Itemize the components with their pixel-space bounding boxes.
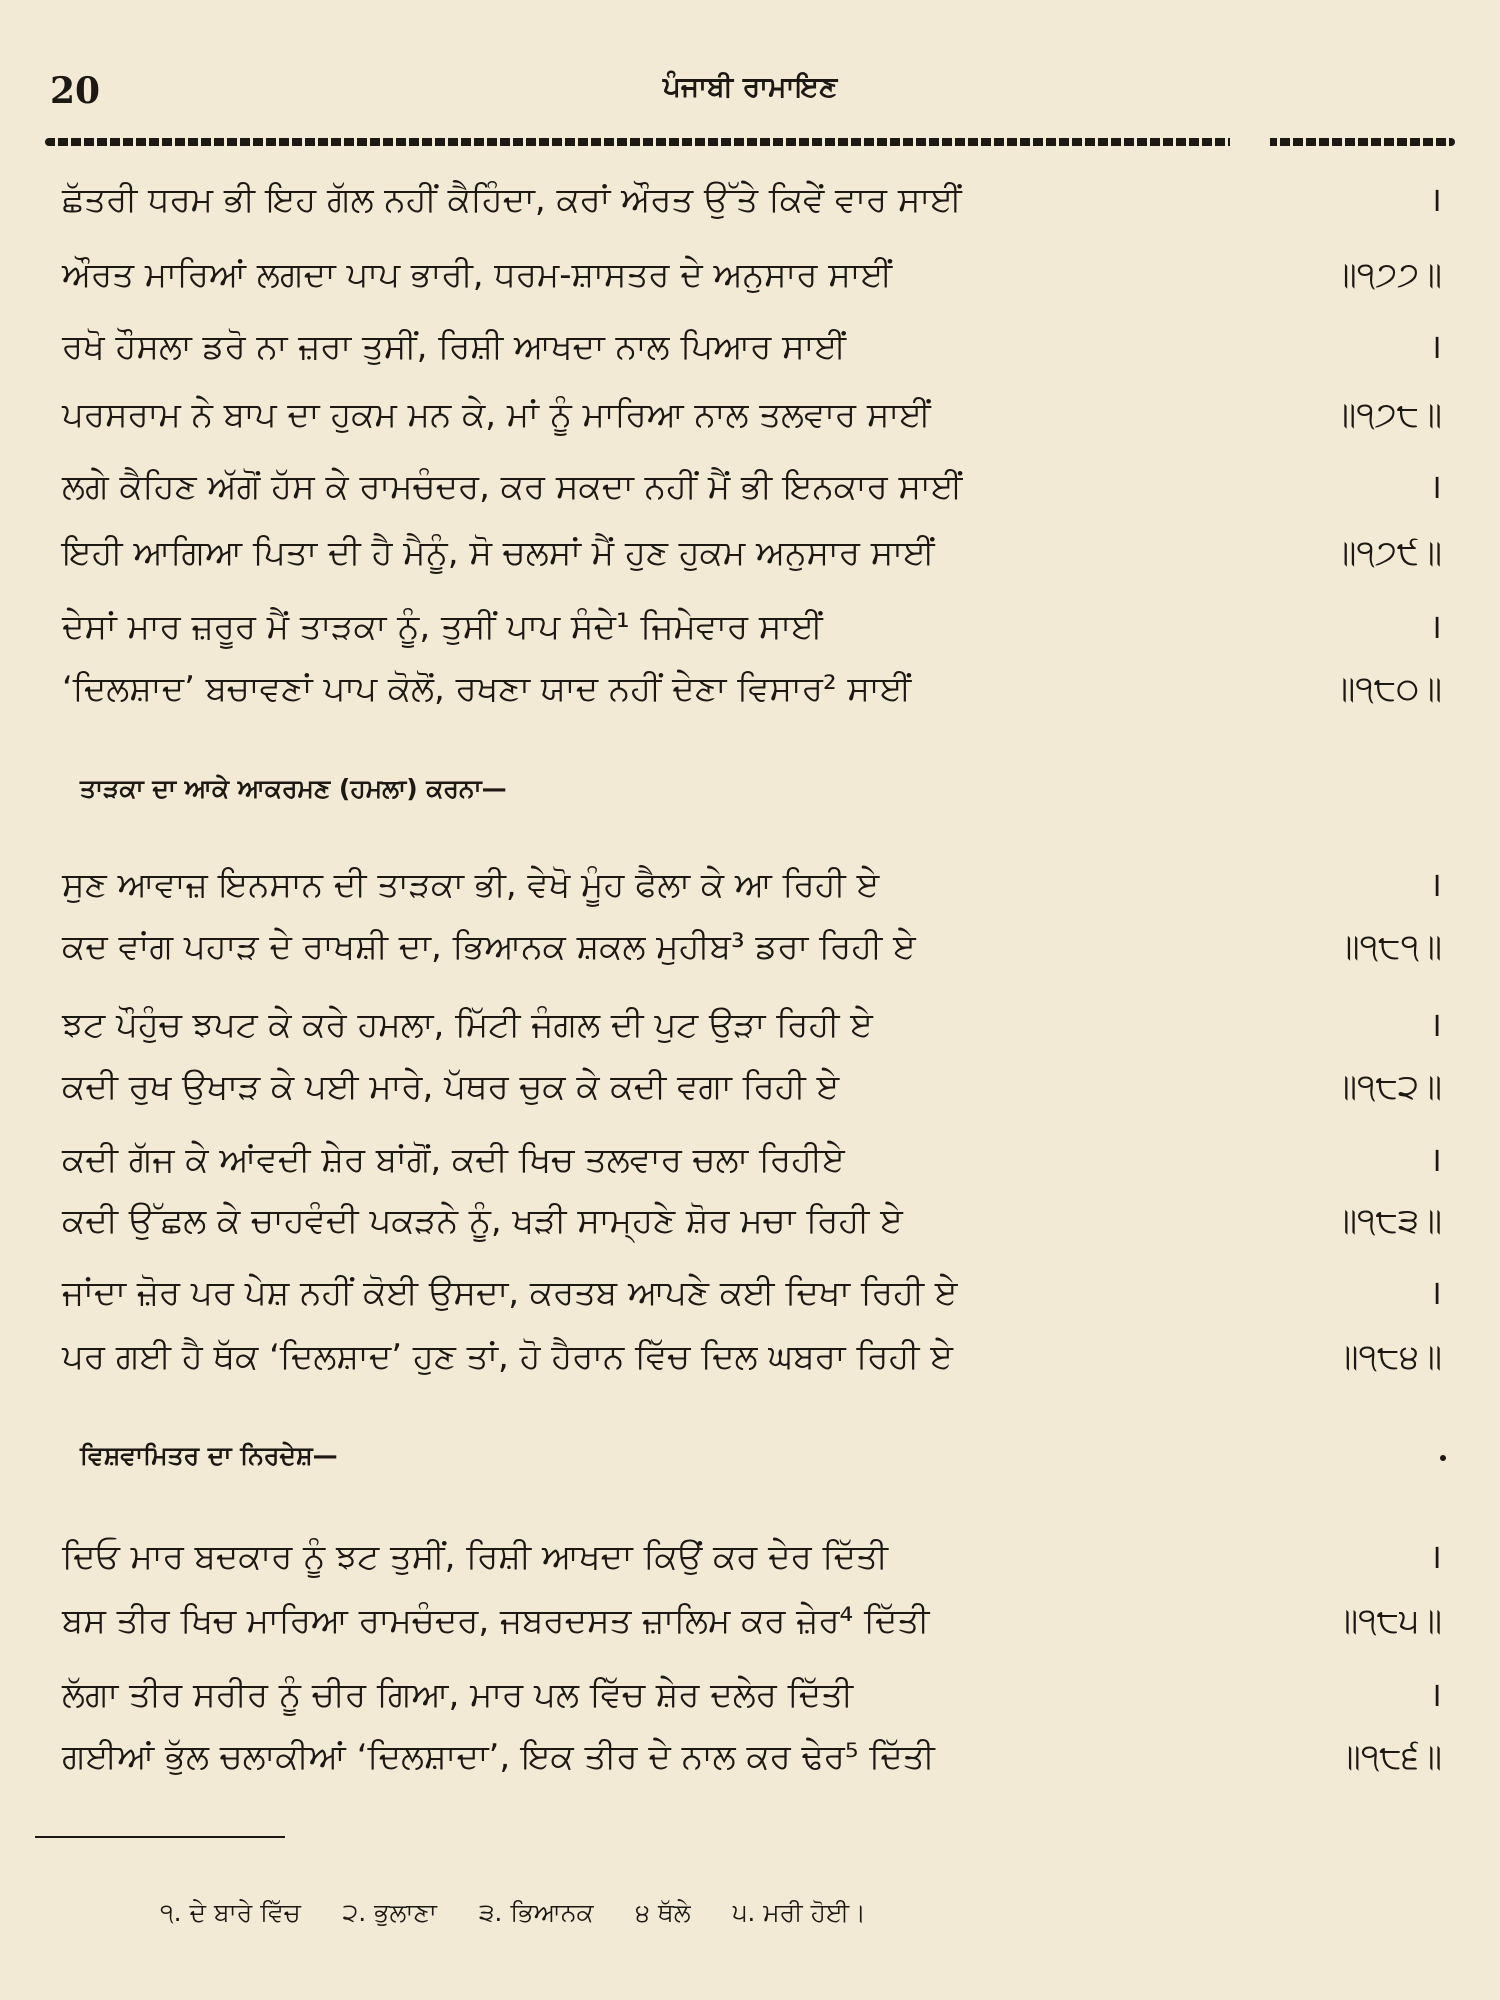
verse-number: ॥੧੭੯॥ <box>1333 533 1442 573</box>
verse-number: । <box>1429 327 1442 367</box>
verse-number: । <box>1429 180 1442 220</box>
verse-number: । <box>1429 1675 1442 1715</box>
header-rule-gap <box>1230 134 1270 150</box>
footnote-1: ੧. ਦੇ ਬਾਰੇ ਵਿੱਚ <box>160 1898 301 1927</box>
running-title: ਪੰਜਾਬੀ ਰਾਮਾਇਣ <box>662 70 838 103</box>
verse-line: ਝਟ ਪੌਹੁੰਚ ਝਪਟ ਕੇ ਕਰੇ ਹਮਲਾ, ਮਿੱਟੀ ਜੰਗਲ ਦੀ ਪੁਟ ਉੜਾ ਰਿਹੀ ਏ । <box>62 1005 1442 1045</box>
verse-line: ਜਾਂਦਾ ਜ਼ੋਰ ਪਰ ਪੇਸ਼ ਨਹੀਂ ਕੋਈ ਉਸਦਾ, ਕਰਤਬ ਆਪਣੇ ਕਈ ਦਿਖਾ ਰਿਹੀ ਏ । <box>62 1273 1442 1313</box>
verse-number: ॥੧੭੮॥ <box>1333 395 1442 435</box>
footnote-rule <box>35 1836 285 1838</box>
page-header <box>50 70 1450 130</box>
verse-number: ॥੧੮੧॥ <box>1336 927 1442 967</box>
verse-number: ॥੧੮੨॥ <box>1334 1067 1442 1107</box>
verse-line: ਕਦ ਵਾਂਗ ਪਹਾੜ ਦੇ ਰਾਖਸ਼ੀ ਦਾ, ਭਿਆਨਕ ਸ਼ਕਲ ਮੁਹੀਬ³ ਡਰਾ ਰਿਹੀ ਏ ॥੧੮੧॥ <box>62 927 1442 967</box>
verse-number: ॥੧੮੩॥ <box>1334 1201 1442 1241</box>
verse-number: ॥੧੮੬॥ <box>1337 1737 1442 1777</box>
section-heading: ਵਿਸ਼ਵਾਮਿਤਰ ਦਾ ਨਿਰਦੇਸ਼— <box>80 1441 338 1470</box>
verse-line: ਰਖੋ ਹੌਸਲਾ ਡਰੋ ਨਾ ਜ਼ਰਾ ਤੁਸੀਂ, ਰਿਸ਼ੀ ਆਖਦਾ ਨਾਲ ਪਿਆਰ ਸਾਈਂ । <box>62 327 1442 367</box>
verse-number: ॥੧੭੭॥ <box>1333 255 1442 295</box>
footnotes <box>160 1898 900 1928</box>
verse-line: ਇਹੀ ਆਗਿਆ ਪਿਤਾ ਦੀ ਹੈ ਮੈਨੂੰ, ਸੋ ਚਲਸਾਂ ਮੈਂ ਹੁਣ ਹੁਕਮ ਅਨੁਸਾਰ ਸਾਈਂ ॥੧੭੯॥ <box>62 533 1442 573</box>
page-number: 20 <box>50 70 101 112</box>
verse-number: ॥੧੮੫॥ <box>1335 1601 1442 1641</box>
verse-number: । <box>1429 1005 1442 1045</box>
verse-line: ਪਰ ਗਈ ਹੈ ਥੱਕ ‘ਦਿਲਸ਼ਾਦ’ ਹੁਣ ਤਾਂ, ਹੋ ਹੈਰਾਨ ਵਿੱਚ ਦਿਲ ਘਬਰਾ ਰਿਹੀ ਏ ॥੧੮੪॥ <box>62 1337 1442 1377</box>
verse-line: ਕਦੀ ਰੁਖ ਉਖਾੜ ਕੇ ਪਈ ਮਾਰੇ, ਪੱਥਰ ਚੁਕ ਕੇ ਕਦੀ ਵਗਾ ਰਿਹੀ ਏ ॥੧੮੨॥ <box>62 1067 1442 1107</box>
verse-line: ਛੱਤਰੀ ਧਰਮ ਭੀ ਇਹ ਗੱਲ ਨਹੀਂ ਕੈਹਿੰਦਾ, ਕਰਾਂ ਔਰਤ ਉੱਤੇ ਕਿਵੇਂ ਵਾਰ ਸਾਈਂ । <box>62 180 1442 220</box>
footnote-4: ੪ ਥੱਲੇ <box>635 1898 691 1927</box>
verse-number: ॥੧੮੦॥ <box>1332 669 1442 709</box>
verse-line: ਦਿਓ ਮਾਰ ਬਦਕਾਰ ਨੂੰ ਝਟ ਤੁਸੀਂ, ਰਿਸ਼ੀ ਆਖਦਾ ਕਿਉਂ ਕਰ ਦੇਰ ਦਿੱਤੀ । <box>62 1537 1442 1577</box>
verse-line: ਬਸ ਤੀਰ ਖਿਚ ਮਾਰਿਆ ਰਾਮਚੰਦਰ, ਜਬਰਦਸਤ ਜ਼ਾਲਿਮ ਕਰ ਜ਼ੇਰ⁴ ਦਿੱਤੀ ॥੧੮੫॥ <box>62 1601 1442 1641</box>
verse-number: । <box>1429 1273 1442 1313</box>
verse-number: ॥੧੮੪॥ <box>1335 1337 1442 1377</box>
verse-line: ਕਦੀ ਉੱਛਲ ਕੇ ਚਾਹਵੰਦੀ ਪਕੜਨੇ ਨੂੰ, ਖੜੀ ਸਾਮ੍ਹਣੇ ਸ਼ੋਰ ਮਚਾ ਰਿਹੀ ਏ ॥੧੮੩॥ <box>62 1201 1442 1241</box>
verse-number: । <box>1429 865 1442 905</box>
verse-line: ਲੱਗਾ ਤੀਰ ਸਰੀਰ ਨੂੰ ਚੀਰ ਗਿਆ, ਮਾਰ ਪਲ ਵਿੱਚ ਸ਼ੇਰ ਦਲੇਰ ਦਿੱਤੀ । <box>62 1675 1442 1715</box>
verse-number: । <box>1429 467 1442 507</box>
verse-line: ਔਰਤ ਮਾਰਿਆਂ ਲਗਦਾ ਪਾਪ ਭਾਰੀ, ਧਰਮ-ਸ਼ਾਸਤਰ ਦੇ ਅਨੁਸਾਰ ਸਾਈਂ ॥੧੭੭॥ <box>62 255 1442 295</box>
verse-number: । <box>1429 1537 1442 1577</box>
verse-line: ਪਰਸਰਾਮ ਨੇ ਬਾਪ ਦਾ ਹੁਕਮ ਮਨ ਕੇ, ਮਾਂ ਨੂੰ ਮਾਰਿਆ ਨਾਲ ਤਲਵਾਰ ਸਾਈਂ ॥੧੭੮॥ <box>62 395 1442 435</box>
verse-line: ਗਈਆਂ ਭੁੱਲ ਚਲਾਕੀਆਂ ‘ਦਿਲਸ਼ਾਦਾ’, ਇਕ ਤੀਰ ਦੇ ਨਾਲ ਕਰ ਢੇਰ⁵ ਦਿੱਤੀ ॥੧੮੬॥ <box>62 1737 1442 1777</box>
verse-line: ਦੇਸਾਂ ਮਾਰ ਜ਼ਰੂਰ ਮੈਂ ਤਾੜਕਾ ਨੂੰ, ਤੁਸੀਂ ਪਾਪ ਸੰਦੇ¹ ਜਿਮੇਵਾਰ ਸਾਈਂ । <box>62 607 1442 647</box>
footnote-5: ੫. ਮਰੀ ਹੋਈ। <box>732 1898 867 1927</box>
footnote-3: ੩. ਭਿਆਨਕ <box>478 1898 594 1927</box>
footnote-2: ੨. ਭੁਲਾਣਾ <box>342 1898 437 1927</box>
ink-dot <box>1440 1455 1446 1461</box>
verse-line: ਕਦੀ ਗੱਜ ਕੇ ਆਂਵਦੀ ਸ਼ੇਰ ਬਾਂਗੋਂ, ਕਦੀ ਖਿਚ ਤਲਵਾਰ ਚਲਾ ਰਿਹੀਏ । <box>62 1140 1442 1180</box>
verse-line: ‘ਦਿਲਸ਼ਾਦ’ ਬਚਾਵਣਾਂ ਪਾਪ ਕੋਲੋਂ, ਰਖਣਾ ਯਾਦ ਨਹੀਂ ਦੇਣਾ ਵਿਸਾਰ² ਸਾਈਂ ॥੧੮੦॥ <box>62 669 1442 709</box>
section-heading: ਤਾੜਕਾ ਦਾ ਆਕੇ ਆਕਰਮਣ (ਹਮਲਾ) ਕਰਨਾ— <box>80 774 507 803</box>
verse-line: ਸੁਣ ਆਵਾਜ਼ ਇਨਸਾਨ ਦੀ ਤਾੜਕਾ ਭੀ, ਵੇਖੋ ਮੂੰਹ ਫੈਲਾ ਕੇ ਆ ਰਿਹੀ ਏ । <box>62 865 1442 905</box>
verse-line: ਲਗੇ ਕੈਹਿਣ ਅੱਗੋਂ ਹੱਸ ਕੇ ਰਾਮਚੰਦਰ, ਕਰ ਸਕਦਾ ਨਹੀਂ ਮੈਂ ਭੀ ਇਨਕਾਰ ਸਾਈਂ । <box>62 467 1442 507</box>
verse-number: । <box>1429 1140 1442 1180</box>
verse-number: । <box>1429 607 1442 647</box>
